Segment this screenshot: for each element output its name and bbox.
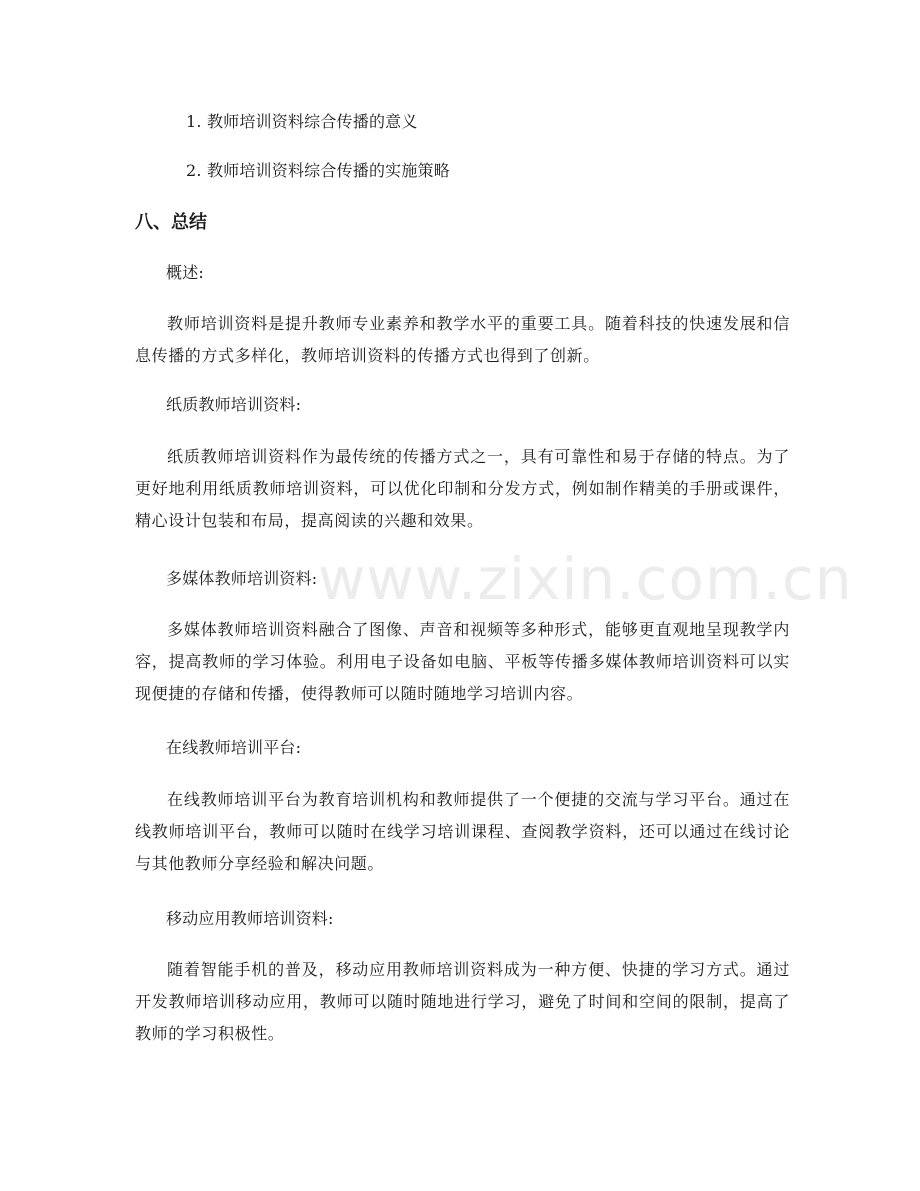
list-item-strategy: 2. 教师培训资料综合传播的实施策略 [186,161,450,180]
overview-label: 概述: [166,263,204,282]
mobile-paragraph: 随着智能手机的普及，移动应用教师培训资料成为一种方便、快捷的学习方式。通过开发教师培训移动应用，教师可以随时随地进行学习，避免了时间和空间的限制，提高了教师的学习积极性。 [135,960,790,1043]
paper-paragraph: 纸质教师培训资料作为最传统的传播方式之一，具有可靠性和易于存储的特点。为了更好地利用纸质教师培训资料，可以优化印制和分发方式，例如制作精美的手册或课件，精心设计包装和布局，提高阅读的兴趣和效果。 [135,447,790,530]
list-item-significance: 1. 教师培训资料综合传播的意义 [186,112,418,131]
multimedia-label: 多媒体教师培训资料: [166,569,318,588]
overview-paragraph: 教师培训资料是提升教师专业素养和教学水平的重要工具。随着科技的快速发展和信息传播的方式多样化，教师培训资料的传播方式也得到了创新。 [135,314,790,365]
mobile-label: 移动应用教师培训资料: [166,909,334,928]
paper-label: 纸质教师培训资料: [166,395,302,414]
multimedia-paragraph: 多媒体教师培训资料融合了图像、声音和视频等多种形式，能够更直观地呈现教学内容，提高教师的学习体验。利用电子设备如电脑、平板等传播多媒体教师培训资料可以实现便捷的存储和传播，使得教师可以随时随地学习培训内容。 [135,620,790,703]
watermark: www.zixin.com.cn [318,545,853,613]
section-heading: 八、总结 [135,212,207,233]
online-label: 在线教师培训平台: [166,738,302,757]
online-paragraph: 在线教师培训平台为教育培训机构和教师提供了一个便捷的交流与学习平台。通过在线教师培训平台，教师可以随时在线学习培训课程、查阅教学资料，还可以通过在线讨论与其他教师分享经验和解决问题。 [135,790,790,873]
